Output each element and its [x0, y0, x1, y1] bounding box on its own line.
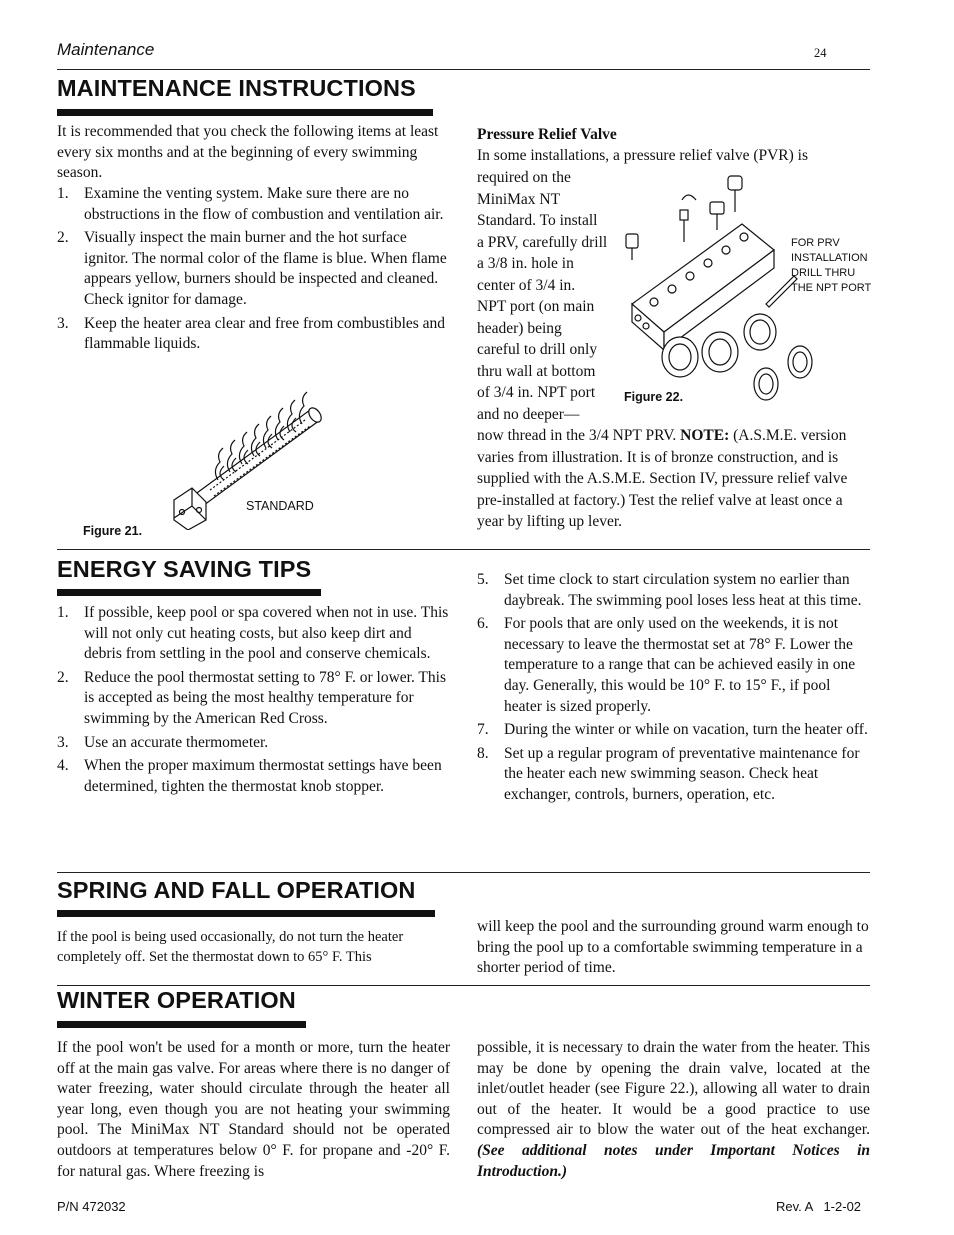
prv-intro-line: In some installations, a pressure relief valve (PVR) is	[477, 147, 809, 164]
prv-callout: FOR PRV INSTALLATION DRILL THRU THE NPT PORT	[791, 237, 872, 294]
list-item: 7. During the winter or while on vacation, turn the heater off.	[477, 721, 868, 739]
title-underline	[57, 1021, 306, 1028]
energy-title: ENERGY SAVING TIPS	[57, 556, 312, 582]
list-item: 6. For pools that are only used on the weekends, it is not necessary to leave the thermostat set at 78° F. Lower the temperature to a range that can be achieved easily in one day. Generally, this would be 10° F. to 15° F., if pool heater is sized properly.	[477, 615, 856, 715]
title-underline	[57, 109, 433, 116]
list-item: 1. If possible, keep pool or spa covered when not in use. This will not only cut heating costs, but also keep dirt and debris from settling in the pool and conserve chemicals.	[57, 604, 449, 663]
energy-list-right	[477, 570, 871, 809]
figure21-caption: STANDARD	[246, 499, 314, 513]
list-item: 4. When the proper maximum thermostat settings have been determined, tighten the thermostat knob stopper.	[57, 757, 442, 795]
spring-right-text: will keep the pool and the surrounding ground warm enough to bring the pool up to a comfortable swimming temperature in a shorter period of time.	[477, 918, 869, 977]
maintenance-list	[57, 184, 449, 358]
maintenance-title: MAINTENANCE INSTRUCTIONS	[57, 75, 416, 101]
list-item: 1. Examine the venting system. Make sure there are no obstructions in the flow of combustion and ventilation air.	[57, 185, 444, 223]
figure21-label: Figure 21.	[83, 524, 143, 538]
spring-left-text: If the pool is being used occasionally, do not turn the heater completely off. Set the thermostat down to 65° F. This	[57, 929, 404, 965]
list-item: 3. Keep the heater area clear and free from combustibles and flammable liquids.	[57, 314, 446, 353]
header-illustration	[624, 172, 814, 412]
revision: Rev. A 1-2-02	[776, 1199, 862, 1214]
prv-body: now thread in the 3/4 NPT PRV. NOTE: (A.S.M.E. version varies from illustration. It is of bronze construction, and is supplied with the A.S.M.E. Section IV, pressure relief valve pre-installed at factory.) Test the relief valve at least once a year by lifting up lever.	[477, 427, 848, 531]
title-underline	[57, 910, 435, 917]
list-item: 2. Visually inspect the main burner and the hot surface ignitor. The normal color of the flame is blue. When flame appears yellow, burners should be inspected and cleaned. Check ignitor for damage.	[57, 229, 447, 308]
prv-heading: Pressure Relief Valve	[477, 126, 617, 143]
winter-title: WINTER OPERATION	[57, 987, 296, 1013]
page-number: 24	[814, 46, 827, 60]
energy-list-left	[57, 603, 449, 800]
prv-narrow-text: required on the MiniMax NT Standard. To install a PRV, carefully drill a 3/8 in. hole in center of 3/4 in. NPT port (on main header) being careful to drill only thru wall at bottom of 3/4 in. NPT port and no deeper—	[477, 169, 608, 423]
figure22-label: Figure 22.	[624, 390, 684, 404]
winter-right-text: possible, it is necessary to drain the water from the heater. This may be done by opening the drain valve, located at the inlet/outlet header (see Figure 22.), allowing all water to drain out of the heater. It would be a good practice to use compressed air to blow the water out of the heat exchanger. (See additional notes under Important Notices in Introduction.)	[477, 1039, 870, 1180]
list-item: 5. Set time clock to start circulation system no earlier than daybreak. The swimming pool loses less heat at this time.	[477, 571, 862, 609]
section-rule	[57, 985, 870, 986]
winter-left-text: If the pool won't be used for a month or more, turn the heater off at the main gas valve. For areas where there is no danger of water freezing, water should circulate through the heater all year long, even though you are not heating your swimming pool. The MiniMax NT Standard should not be operated outdoors at temperatures below 0° F. for propane and -20° F. for natural gas. Where freezing is	[57, 1039, 450, 1180]
list-item: 8. Set up a regular program of preventative maintenance for the heater each new swimming season. Check heat exchanger, controls, burners, operation, etc.	[477, 744, 860, 803]
section-rule	[57, 549, 870, 550]
list-item: 2. Reduce the pool thermostat setting to 78° F. or lower. This is accepted as being the most healthy temperature for swimming by the American Red Cross.	[57, 668, 446, 727]
list-item: 3. Use an accurate thermometer.	[57, 733, 269, 751]
part-number: P/N 472032	[57, 1199, 126, 1214]
running-header: Maintenance	[57, 40, 155, 59]
maintenance-intro: It is recommended that you check the following items at least every six months and at the beginning of every swimming season.	[57, 123, 439, 182]
spring-title: SPRING AND FALL OPERATION	[57, 877, 416, 903]
title-underline	[57, 589, 321, 596]
header-rule	[57, 69, 870, 70]
section-rule	[57, 872, 870, 873]
